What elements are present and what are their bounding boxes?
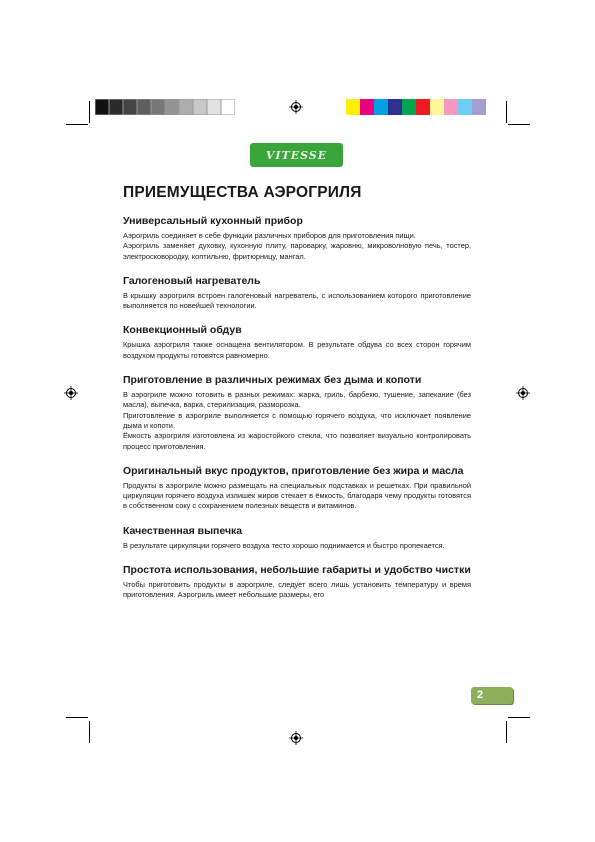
section-heading: Приготовление в различных режимах без дыма и копоти [123,374,422,387]
brand-logo-text: VITESSE [265,148,328,162]
section-heading: Оригинальный вкус продуктов, приготовление без жира и масла [123,464,464,477]
section-paragraph: В результате циркуляции горячего воздуха тесто хорошо поднимается и быстро пропекается. [123,540,445,550]
sections-list [123,214,471,601]
color-swatch [207,99,221,115]
brand-logo [250,143,343,167]
color-swatch [123,99,137,115]
section-heading: Качественная выпечка [123,524,243,537]
color-swatch [444,99,458,115]
main-content [123,184,471,601]
color-swatch [165,99,179,115]
section-paragraph: Ёмкость аэрогриля изготовлена из жаростойкого стекла, что позволяет визуально контролировать процесс приготовления. [123,431,471,451]
section-paragraph: В аэрогриле можно готовить в разных режимах: жарка, гриль, барбекю, тушение, запекание (без масла), выпечка, варка, стерилизация, разморозка. [123,390,471,410]
section-paragraph: Продукты в аэрогриле можно размещать на специальных подставках и решетках. При правильной циркуляции горячего воздуха излишек жиров стекает в ёмкость, благодаря чему продукты готовятся в собственном соку с сохранением полезных веществ и витаминов. [123,480,471,511]
color-swatch [416,99,430,115]
process-color-bar [346,99,486,115]
color-swatch [374,99,388,115]
registration-mark-icon [64,386,78,400]
crop-mark [66,124,88,125]
color-swatch [430,99,444,115]
section-paragraph: Аэрогриль соединяет в себе функции различных приборов для приготовления пищи. [123,231,416,240]
crop-mark [508,717,530,718]
section-heading: Галогеновый нагреватель [123,274,261,287]
crop-mark [506,721,507,743]
section-paragraph: В крышку аэрогриля встроен галогеновый нагреватель, с использованием которого приготовление выполняется по новейшей технологии. [123,290,471,311]
color-swatch [151,99,165,115]
color-swatch [472,99,486,115]
color-swatch [402,99,416,115]
section-heading: Конвекционный обдув [123,324,242,337]
crop-mark [89,721,90,743]
color-swatch [95,99,109,115]
registration-mark-icon [289,100,303,114]
registration-mark-icon [289,731,303,745]
section-paragraph: Чтобы приготовить продукты в аэрогриле, следует всего лишь установить температуру и время приготовления. Аэрогриль имеет небольшие размеры, его [123,580,471,600]
color-swatch [388,99,402,115]
crop-mark [66,717,88,718]
page-title: ПРИЕМУЩЕСТВА АЭРОГРИЛЯ [123,184,362,201]
color-swatch [109,99,123,115]
color-swatch [346,99,360,115]
section-heading: Простота использования, небольшие габариты и удобство чистки [123,564,471,577]
section-paragraph: Аэрогриль заменяет духовку, кухонную плиту, пароварку, жаровню, микроволновую печь, тостер, электросковородку, коптильню, фритюрницу, мангал. [123,241,471,261]
color-swatch [221,99,235,115]
page-number-badge [471,687,513,704]
section-paragraph: Приготовление в аэрогриле выполняется с помощью горячего воздуха, что исключает появление дыма и копоти. [123,410,471,430]
color-swatch [360,99,374,115]
color-swatch [137,99,151,115]
color-swatch [458,99,472,115]
crop-mark [508,124,530,125]
registration-mark-icon [516,386,530,400]
color-swatch [193,99,207,115]
section-heading: Универсальный кухонный прибор [123,215,303,227]
section-paragraph: Крышка аэрогриля также оснащена вентилятором. В результате обдува со всех сторон горячим воздухом продукты готовятся равномерно. [123,340,471,360]
crop-mark [89,101,90,123]
color-swatch [179,99,193,115]
crop-mark [506,101,507,123]
grayscale-color-bar [95,99,235,115]
page-number: 2 [477,689,484,701]
